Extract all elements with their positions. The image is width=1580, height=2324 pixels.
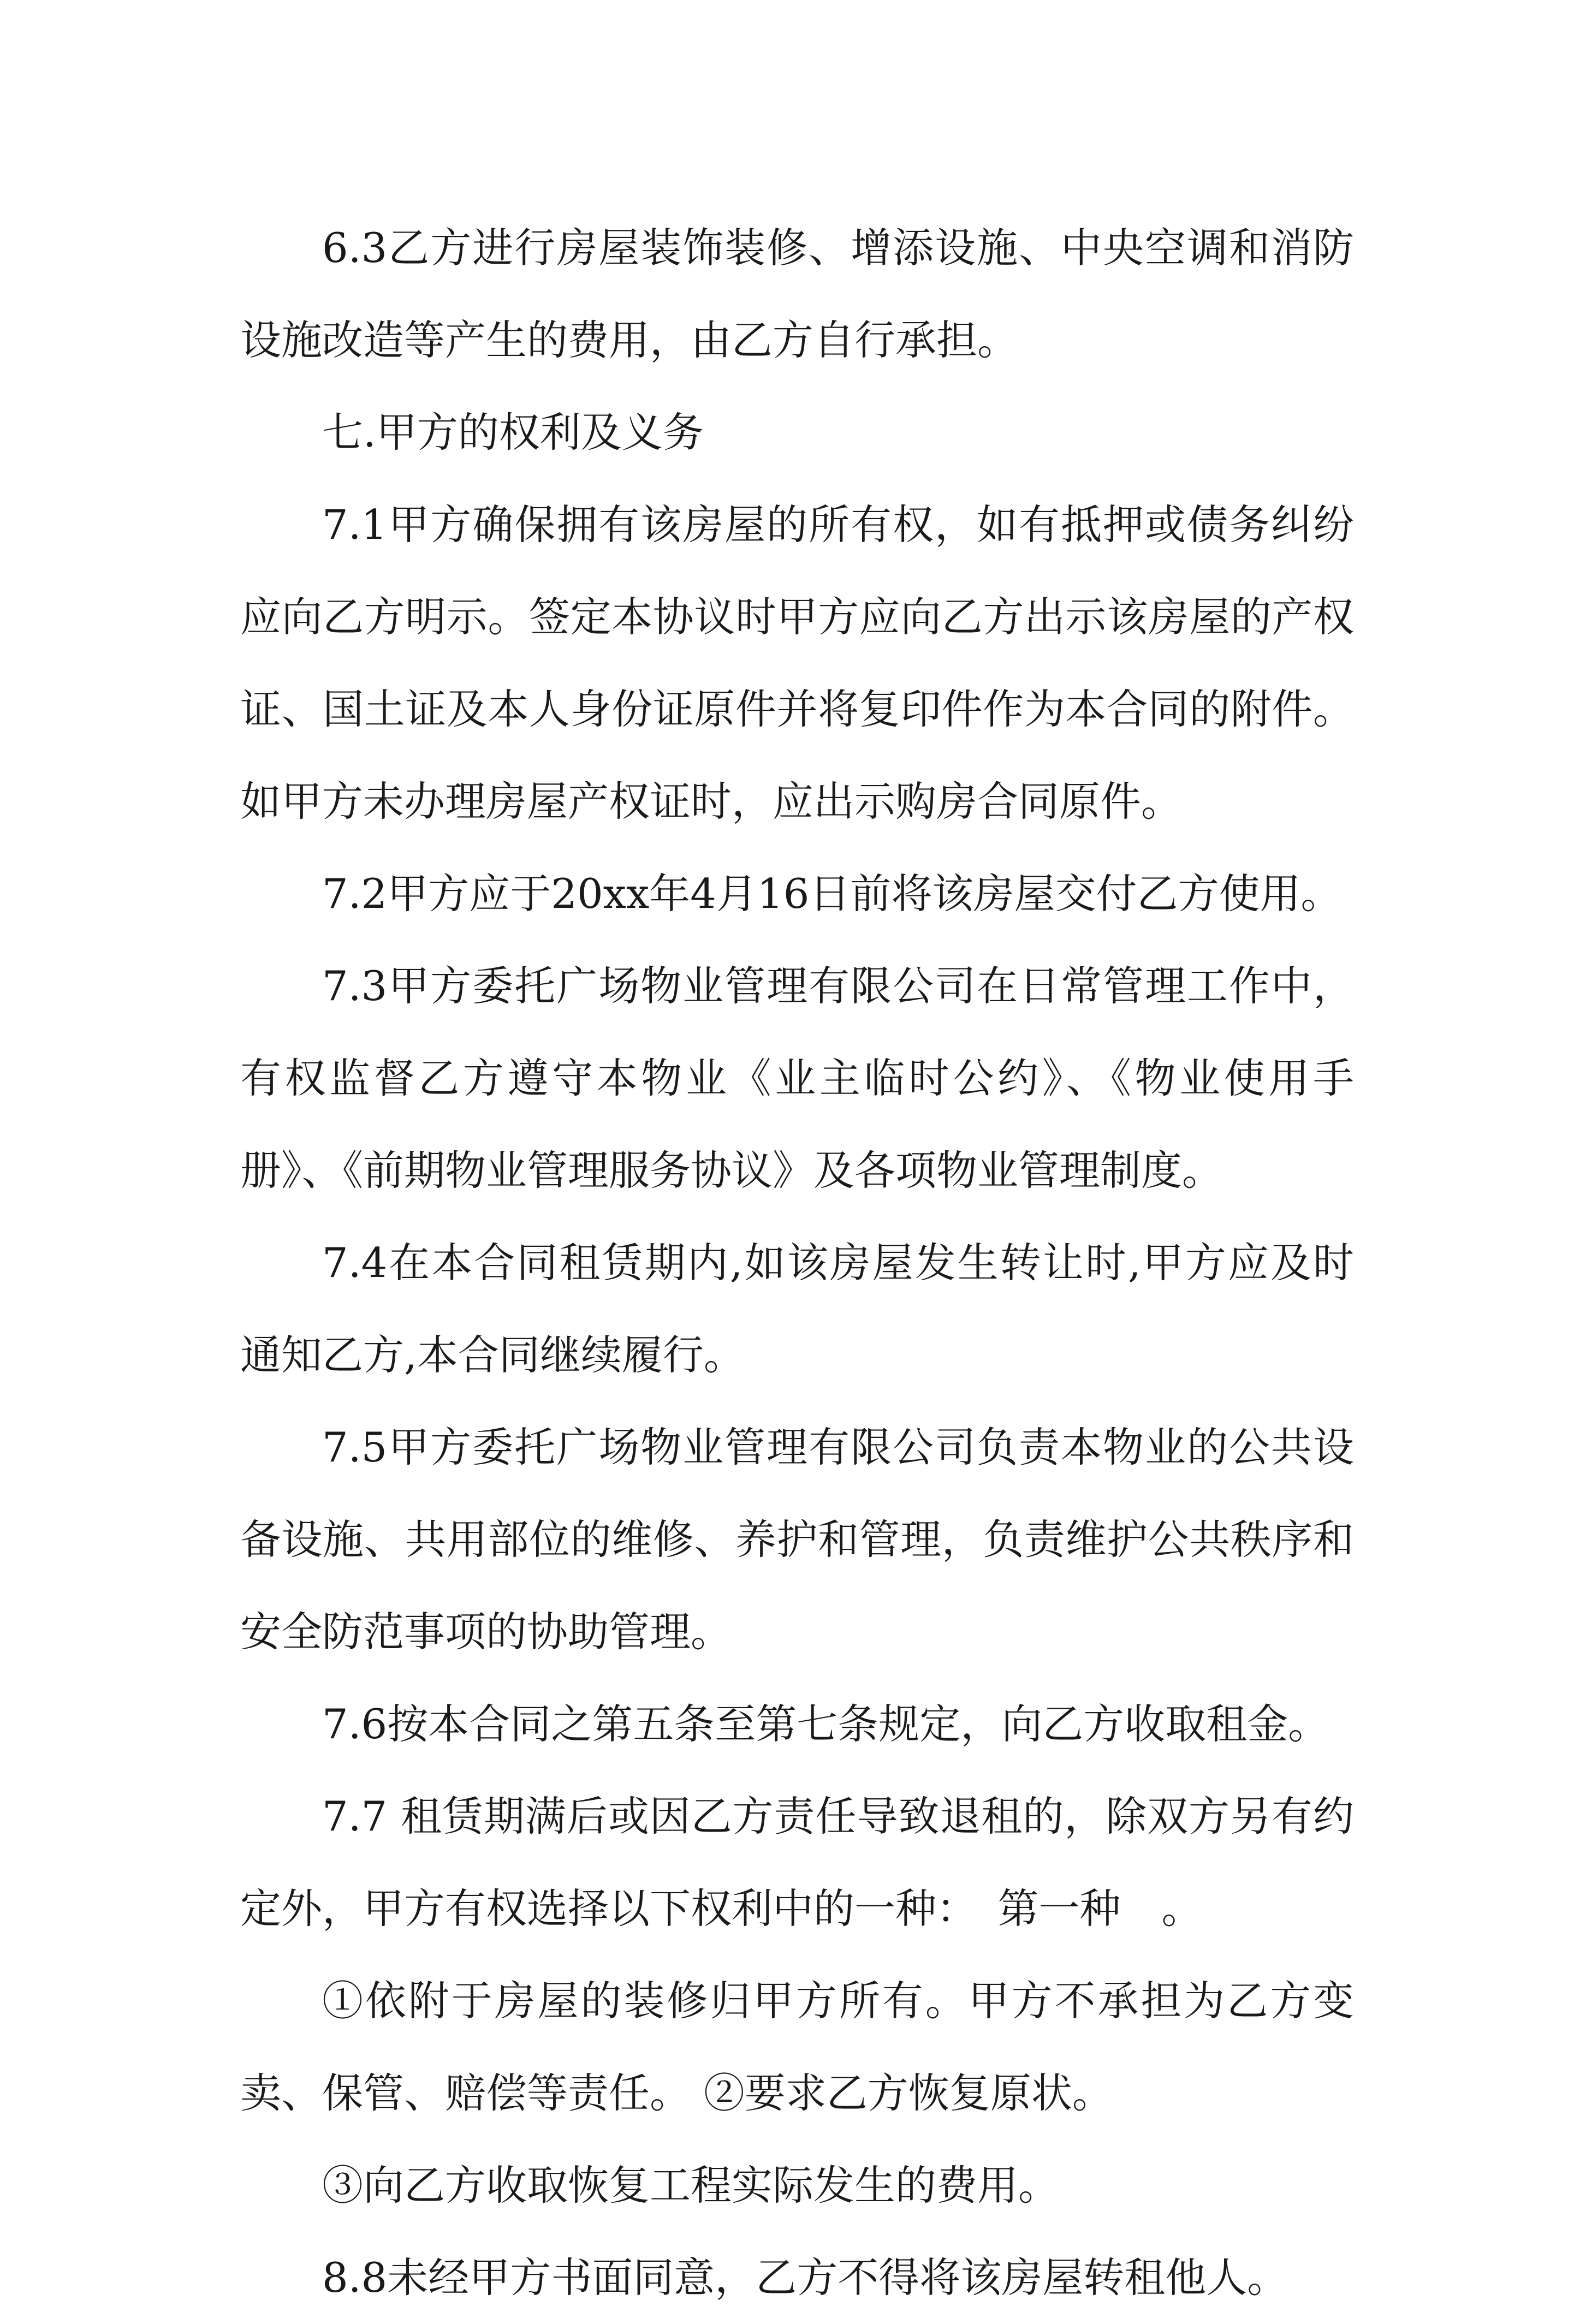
paragraph-7-5: 7.5甲方委托广场物业管理有限公司负责本物业的公共设备设施、共用部位的维修、养护和管理，负责维护公共秩序和安全防范事项的协助管理。 bbox=[240, 1423, 1354, 1656]
paragraph-option-1-2: ①依附于房屋的装修归甲方所有。甲方不承担为乙方变卖、保管、赔偿等责任。 ②要求乙方恢复原状。 bbox=[240, 1977, 1354, 2117]
paragraph-7-1: 7.1甲方确保拥有该房屋的所有权，如有抵押或债务纠纷应向乙方明示。签定本协议时甲方应向乙方出示该房屋的产权证、国土证及本人身份证原件并将复印件作为本合同的附件。如甲方未办理房屋产权证时，应出示购房合同原件。 bbox=[240, 501, 1354, 825]
paragraph-7-6: 7.6按本合同之第五条至第七条规定，向乙方收取租金。 bbox=[322, 1700, 1329, 1748]
paragraph-8-8: 8.8未经甲方书面同意，乙方不得将该房屋转租他人。 bbox=[322, 2254, 1288, 2302]
paragraph-7-2: 7.2甲方应于20xx年4月16日前将该房屋交付乙方使用。 bbox=[322, 870, 1342, 918]
paragraph-7-4: 7.4在本合同租赁期内,如该房屋发生转让时,甲方应及时通知乙方,本合同继续履行。 bbox=[240, 1239, 1354, 1379]
paragraph-6-3: 6.3乙方进行房屋装饰装修、增添设施、中央空调和消防设施改造等产生的费用，由乙方自行承担。 bbox=[240, 224, 1354, 364]
document-body bbox=[240, 202, 1354, 2324]
section-heading-7: 七.甲方的权利及义务 bbox=[322, 408, 704, 456]
paragraph-option-3: ③向乙方收取恢复工程实际发生的费用。 bbox=[322, 2161, 1060, 2209]
paragraph-7-7: 7.7 租赁期满后或因乙方责任导致退租的，除双方另有约定外，甲方有权选择以下权利中的一种： 第一种 。 bbox=[240, 1792, 1354, 1933]
paragraph-7-3: 7.3甲方委托广场物业管理有限公司在日常管理工作中，有权监督乙方遵守本物业《业主临时公约》、《物业使用手册》、《前期物业管理服务协议》及各项物业管理制度。 bbox=[240, 962, 1354, 1194]
